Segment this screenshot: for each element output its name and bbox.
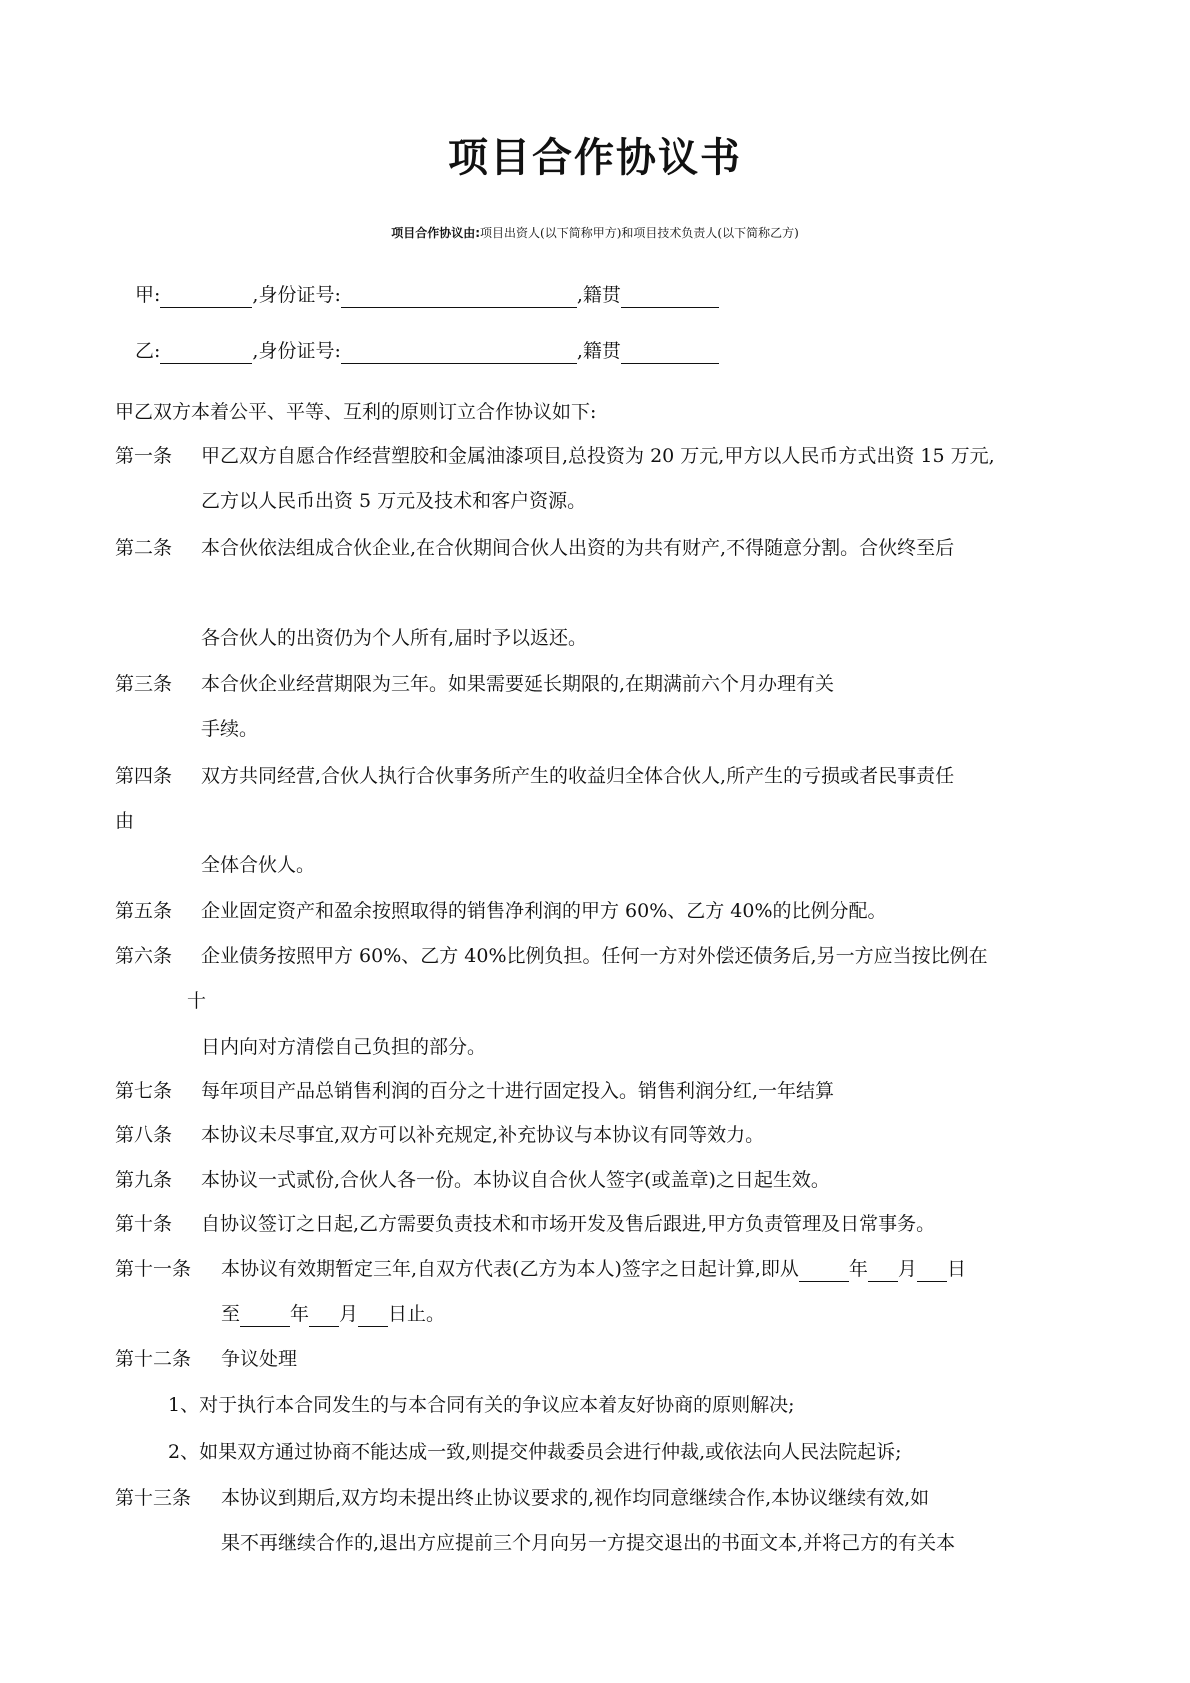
article-5-text: 企业固定资产和盈余按照取得的销售净利润的甲方 60%、乙方 40%的比例分配。	[201, 900, 887, 922]
article-4-line-1	[115, 763, 954, 789]
article-10-text: 自协议签订之日起,乙方需要负责技术和市场开发及售后跟进,甲方负责管理及日常事务。	[201, 1213, 936, 1235]
article-13-line-1	[115, 1485, 929, 1511]
party-b-line	[135, 338, 719, 364]
party-b-label: 乙:	[135, 340, 161, 362]
party-a-label: 甲:	[135, 284, 161, 306]
intro-bold: 项目合作协议由:	[391, 226, 481, 240]
intro-line	[0, 220, 1190, 246]
start-year-label: 年	[848, 1258, 868, 1280]
article-1-line-1	[115, 443, 995, 469]
article-7-line-1	[115, 1078, 834, 1104]
article-6-line-3: 日内向对方清偿自己负担的部分。	[201, 1036, 487, 1058]
article-4-line-3: 全体合伙人。	[201, 854, 316, 876]
article-10-label: 第十条	[115, 1213, 173, 1235]
party-b-id-label: ,身份证号:	[252, 340, 341, 362]
document-title: 项目合作协议书	[448, 135, 742, 181]
party-a-origin-blank	[621, 285, 719, 308]
article-9-label: 第九条	[115, 1169, 173, 1191]
article-6-label: 第六条	[115, 945, 173, 967]
article-5-line-1	[115, 898, 887, 924]
article-6-text: 企业债务按照甲方 60%、乙方 40%比例负担。任何一方对外偿还债务后,另一方应当按比例在	[201, 945, 988, 967]
party-a-origin-label: ,籍贯	[576, 284, 621, 306]
party-a-id-label: ,身份证号:	[252, 284, 341, 306]
article-6-line-1	[115, 943, 988, 969]
article-1-label: 第一条	[115, 445, 173, 467]
article-9-text: 本协议一式贰份,合伙人各一份。本协议自合伙人签字(或盖章)之日起生效。	[201, 1169, 830, 1191]
article-7-label: 第七条	[115, 1080, 173, 1102]
article-2-line-1	[115, 535, 954, 561]
article-7-text: 每年项目产品总销售利润的百分之十进行固定投入。销售利润分红,一年结算	[201, 1080, 835, 1102]
article-4-label: 第四条	[115, 765, 173, 787]
party-a-name-blank	[160, 285, 252, 308]
article-12-title: 争议处理	[221, 1348, 298, 1370]
party-b-name-blank	[160, 341, 252, 364]
article-3-label: 第三条	[115, 673, 173, 695]
party-b-id-blank	[341, 341, 577, 364]
end-year-label: 年	[290, 1303, 310, 1325]
start-month-blank	[868, 1259, 898, 1282]
party-b-origin-blank	[621, 341, 719, 364]
article-3-line-1	[115, 671, 834, 697]
start-year-blank	[799, 1259, 849, 1282]
article-11-line-2	[221, 1301, 445, 1327]
article-3-text: 本合伙企业经营期限为三年。如果需要延长期限的,在期满前六个月办理有关	[201, 673, 835, 695]
article-2-label: 第二条	[115, 537, 173, 559]
end-month-blank	[309, 1304, 339, 1327]
article-12-item-1: 1、对于执行本合同发生的与本合同有关的争议应本着友好协商的原则解决;	[168, 1394, 795, 1416]
end-month-label: 月	[339, 1303, 359, 1325]
preamble: 甲乙双方本着公平、平等、互利的原则订立合作协议如下:	[115, 401, 597, 423]
article-13-line-2: 果不再继续合作的,退出方应提前三个月向另一方提交退出的书面文本,并将己方的有关本	[221, 1532, 956, 1554]
article-10-line-1	[115, 1211, 935, 1237]
article-2-text: 本合伙依法组成合伙企业,在合伙期间合伙人出资的为共有财产,不得随意分割。合伙终至后	[201, 537, 955, 559]
end-day-blank	[358, 1304, 388, 1327]
party-a-line	[135, 282, 719, 308]
article-4-line-2: 由	[115, 810, 135, 832]
article-11-label: 第十一条	[115, 1258, 192, 1280]
article-3-line-2: 手续。	[201, 718, 259, 740]
party-b-origin-label: ,籍贯	[576, 340, 621, 362]
end-year-blank	[240, 1304, 290, 1327]
article-1-line-2: 乙方以人民币出资 5 万元及技术和客户资源。	[201, 490, 587, 512]
article-13-text: 本协议到期后,双方均未提出终止协议要求的,视作均同意继续合作,本协议继续有效,如	[221, 1487, 930, 1509]
article-9-line-1	[115, 1167, 830, 1193]
start-day-label: 日	[946, 1258, 966, 1280]
article-4-text: 双方共同经营,合伙人执行合伙事务所产生的收益归全体合伙人,所产生的亏损或者民事责任	[201, 765, 955, 787]
article-12-heading	[115, 1346, 297, 1372]
article-8-line-1	[115, 1122, 764, 1148]
start-day-blank	[917, 1259, 947, 1282]
article-12-label: 第十二条	[115, 1348, 192, 1370]
article-13-label: 第十三条	[115, 1487, 192, 1509]
article-11-text: 本协议有效期暂定三年,自双方代表(乙方为本人)签字之日起计算,即从	[221, 1258, 799, 1280]
party-a-id-blank	[341, 285, 577, 308]
intro-text: 项目出资人(以下简称甲方)和项目技术负责人(以下简称乙方)	[480, 226, 799, 240]
end-to-label: 至	[221, 1303, 241, 1325]
article-12-item-2: 2、如果双方通过协商不能达成一致,则提交仲裁委员会进行仲裁,或依法向人民法院起诉;	[168, 1441, 902, 1463]
start-month-label: 月	[897, 1258, 917, 1280]
article-8-label: 第八条	[115, 1124, 173, 1146]
article-11-line-1	[115, 1256, 966, 1282]
article-5-label: 第五条	[115, 900, 173, 922]
article-6-line-2: 十	[187, 990, 207, 1012]
article-2-line-2: 各合伙人的出资仍为个人所有,届时予以返还。	[201, 627, 588, 649]
article-8-text: 本协议未尽事宜,双方可以补充规定,补充协议与本协议有同等效力。	[201, 1124, 765, 1146]
end-day-label: 日止。	[388, 1303, 446, 1325]
article-1-text: 甲乙双方自愿合作经营塑胶和金属油漆项目,总投资为 20 万元,甲方以人民币方式出资 15 万元,	[201, 445, 995, 467]
